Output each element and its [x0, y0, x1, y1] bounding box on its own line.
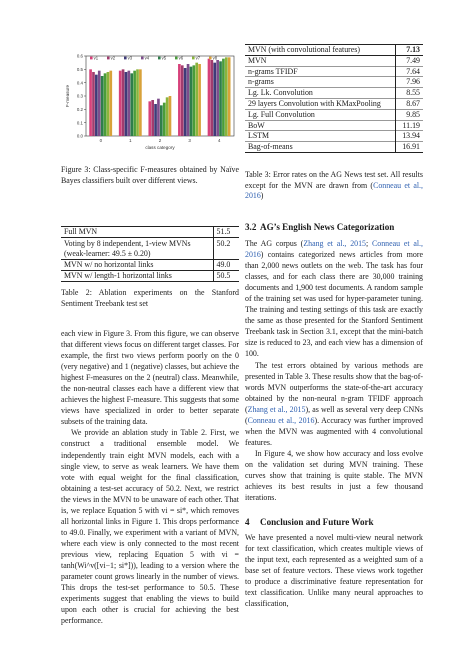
bar — [216, 60, 219, 136]
table-3-row — [245, 88, 423, 99]
bar — [119, 71, 122, 136]
bar — [222, 59, 225, 136]
bar — [128, 71, 131, 136]
bar — [169, 96, 172, 136]
table-3-label: LSTM — [245, 131, 395, 142]
paragraph: In Figure 4, we show how accuracy and loss evolve on the validation set during MVN training. These curves show that training is quite stable. The MVN achieves its best results in just a few thousand iterations. — [245, 448, 423, 503]
table-3-label: Lg. Lk. Convolution — [245, 88, 395, 99]
table-3 — [245, 44, 423, 153]
section-4-heading — [245, 516, 423, 528]
table-3-value: 11.19 — [402, 120, 420, 130]
section-4-body — [245, 532, 423, 609]
x-tick-label: 4 — [217, 138, 221, 143]
bar — [178, 64, 181, 136]
paragraph: We provide an ablation study in Table 2. First, we construct a traditional ensemble model. We independently train eight MVN models, each with a single view, to serve as weak learners. We have them vote with equal weight for the final classification, obtaining a test-set accuracy of 50.2. Next, we restrict the views in the MVN to be unaware of each other. That is, we replace Equation 5 with vi = si*, which removes all horizontal links in Figure 1. This drops performance to 49.0. Finally, we experiment with a variant of MVN, where each view is only connected to the most recent previous view, replacing Equation 5 with vi = tanh(Wi^v([vi−1; si*])), leading to a version where the parameter count grows linearly in the number of views. This drops the test-set performance to 50.5. These experiments suggest that enabling the views to build upon each other is crucial for achieving the best performance. — [61, 428, 239, 626]
bar — [133, 71, 136, 136]
bar — [101, 76, 104, 136]
bar — [211, 60, 214, 136]
table-3-value: 7.13 — [406, 45, 420, 54]
section-number: 4 — [245, 517, 250, 527]
table-2-label: Full MVN — [61, 227, 213, 238]
bar — [154, 104, 157, 136]
x-tick-label: 1 — [129, 138, 132, 143]
table-3-row — [245, 77, 423, 88]
table-3-label: BoW — [245, 120, 395, 131]
y-tick-label: 0.6 — [76, 53, 83, 59]
table-3-label: 29 layers Convolution with KMaxPooling — [245, 98, 395, 109]
table-2-row — [61, 271, 239, 282]
bar — [107, 72, 110, 136]
bar — [160, 105, 163, 136]
x-tick-label: 2 — [158, 138, 162, 143]
citation-link[interactable]: Zhang et al., 2015 — [303, 239, 366, 248]
table-2-label-line: (weak-learner: 49.5 ± 0.20) — [64, 248, 151, 258]
caption-text: Table 3: Error rates on the AG News test set. All results except for the MVN are drawn from ( — [245, 170, 423, 190]
section-3-2-body — [245, 238, 423, 503]
legend-swatch — [141, 57, 144, 60]
table-2-label — [61, 237, 213, 260]
table-3-label: MVN (with convolutional features) — [245, 45, 395, 56]
table-3-row — [245, 98, 423, 109]
figure-3-chart — [58, 44, 240, 156]
table-2 — [61, 226, 239, 282]
bar — [213, 63, 216, 136]
bar — [228, 57, 231, 136]
table-3-value: 7.96 — [406, 77, 420, 87]
citation-link[interactable]: Conneau et al., 2016 — [247, 415, 315, 425]
bar — [225, 57, 228, 136]
bar — [187, 64, 190, 136]
paragraph: The test errors obtained by various methods are presented in Table 3. These results show that the bag-of-words MVN outperforms the state-of-the-art accuracy obtained by the non-neural n-gram TFIDF approach (Zhang et al., 2015), as well as several very deep CNNs (Conneau et al., 2016). Accuracy was further improved when the MVN was augmented with 4 convolutional features. — [245, 360, 423, 447]
table-3-row — [245, 66, 423, 77]
y-tick-label: 0.5 — [76, 66, 83, 72]
x-tick-label: 3 — [188, 138, 191, 143]
bar — [95, 75, 98, 136]
y-tick-label: 0.1 — [76, 120, 83, 126]
citation-link[interactable]: Zhang et al., 2015 — [247, 404, 306, 414]
bar — [166, 97, 169, 136]
bar — [92, 72, 95, 136]
bar — [208, 59, 211, 136]
legend-swatch — [158, 57, 161, 60]
table-2-value: 50.5 — [216, 271, 231, 281]
citation-link[interactable]: Conneau et al., 2016 — [245, 239, 423, 260]
table-2-value: 51.5 — [216, 227, 231, 236]
section-number: 3.2 — [245, 222, 257, 232]
paragraph: each view in Figure 3. From this figure, we can observe that different views focus on different target classes. For example, the first two views perform poorly on the 0 (very negative) and 1 (negative) classes, but achieve the highest F-measures on the 2 (neutral) class. Meanwhile, the non-neutral classes each have a different view that achieves the highest F-measure. This suggests that some views have specialized in order to better separate subsets of the training data. — [61, 329, 239, 427]
bar — [181, 65, 184, 136]
table-3-value: 8.55 — [406, 88, 420, 98]
legend-label: v2 — [110, 55, 116, 61]
bar — [109, 71, 112, 136]
paragraph: We have presented a novel multi-view neural network for text classification, which creates multiple views of the input text, each represented as a weighted sum of a base set of feature vectors. These views work together to produce a discriminative feature representation for text classification. Unlike many neural approaches to classification, — [245, 533, 423, 609]
x-tick-label: 0 — [99, 138, 103, 143]
bar — [104, 73, 107, 136]
y-axis-label: F-measure — [65, 84, 70, 108]
section-title: AG’s English News Categorization — [260, 222, 395, 232]
table-2-label: MVN w/ length-1 horizontal links — [61, 271, 213, 282]
table-2-label: MVN w/ no horizontal links — [61, 260, 213, 271]
bar — [219, 61, 222, 136]
table-3-row — [245, 55, 423, 66]
table-3-value: 9.85 — [406, 109, 420, 119]
bar — [139, 69, 142, 136]
paragraph: The AG corpus (Zhang et al., 2015; Conneau et al., 2016) contains categorized news articles from more than 2,000 news outlets on the web. The task has four classes, and for each class there are 30,000 training documents and 1,900 test documents. A random sample of the training set was used for hyper-parameter tuning. The training and testing settings of this task are exactly the same as those presented for the Stanford Sentiment Treebank task in Section 3.1, except that the mini-batch size is reduced to 23, and each view has a dimension of 100. — [245, 239, 423, 359]
table-3-row — [245, 120, 423, 131]
legend-swatch — [192, 57, 195, 60]
table-3-label: n-grams — [245, 77, 395, 88]
table-3-value: 13.94 — [402, 131, 420, 141]
table-3-value: 16.91 — [402, 142, 420, 152]
y-tick-label: 0.2 — [76, 106, 83, 112]
table-2-value: 50.2 — [216, 238, 231, 248]
table-2-row — [61, 237, 239, 260]
bar — [151, 100, 154, 136]
table-3-row — [245, 109, 423, 120]
legend-label: v3 — [127, 55, 133, 61]
legend-swatch — [175, 57, 178, 60]
y-tick-label: 0.0 — [76, 133, 83, 139]
legend-label: v7 — [195, 55, 201, 61]
legend-swatch — [90, 57, 93, 60]
x-axis-label: class category — [145, 145, 175, 150]
legend-label: v5 — [161, 55, 167, 61]
table-3-row — [245, 131, 423, 142]
bar — [125, 72, 128, 136]
y-tick-label: 0.4 — [76, 80, 83, 86]
bar — [122, 69, 125, 136]
caption-text: ) — [260, 191, 264, 201]
table-3-caption — [245, 170, 423, 202]
legend-swatch — [107, 57, 110, 60]
table-3-label: Lg. Full Convolution — [245, 109, 395, 120]
table-2-row — [61, 227, 239, 238]
legend-swatch — [124, 57, 127, 60]
section-3-2-heading — [245, 221, 423, 233]
bar — [148, 101, 151, 136]
bar — [190, 67, 193, 136]
table-2-caption: Table 2: Ablation experiments on the Stanford Sentiment Treebank test set — [61, 288, 239, 308]
table-2-row — [61, 260, 239, 271]
bar — [136, 69, 139, 136]
legend-label: v8 — [212, 55, 218, 61]
bar — [192, 65, 195, 136]
table-3-row — [245, 142, 423, 153]
table-3-value: 7.64 — [406, 66, 420, 76]
bar — [157, 99, 160, 136]
table-3-value: 7.49 — [406, 55, 420, 65]
bar — [163, 103, 166, 136]
table-2-value: 49.0 — [216, 260, 231, 270]
legend-swatch — [209, 57, 212, 60]
table-3-label: Bag-of-means — [245, 142, 395, 153]
bar — [195, 63, 198, 136]
figure-3-caption: Figure 3: Class-specific F-measures obtained by Naïve Bayes classifiers built over different views. — [61, 165, 239, 185]
bar — [98, 71, 101, 136]
section-title: Conclusion and Future Work — [260, 517, 374, 527]
bar — [130, 73, 133, 136]
table-3-label: n-grams TFIDF — [245, 66, 395, 77]
table-3-label: MVN — [245, 55, 395, 66]
left-body-text — [61, 328, 239, 626]
legend-label: v4 — [144, 55, 150, 61]
bar — [198, 64, 201, 136]
legend-label: v1 — [93, 55, 99, 61]
citation-link[interactable]: Conneau et al., 2016 — [245, 180, 423, 201]
bar — [184, 68, 187, 136]
legend-label: v6 — [178, 55, 184, 61]
table-3-row — [245, 45, 423, 56]
table-2-label-line: Voting by 8 independent, 1-view MVNs — [64, 238, 191, 248]
bar — [89, 69, 92, 136]
table-3-value: 8.67 — [406, 98, 420, 108]
y-tick-label: 0.3 — [76, 93, 83, 99]
